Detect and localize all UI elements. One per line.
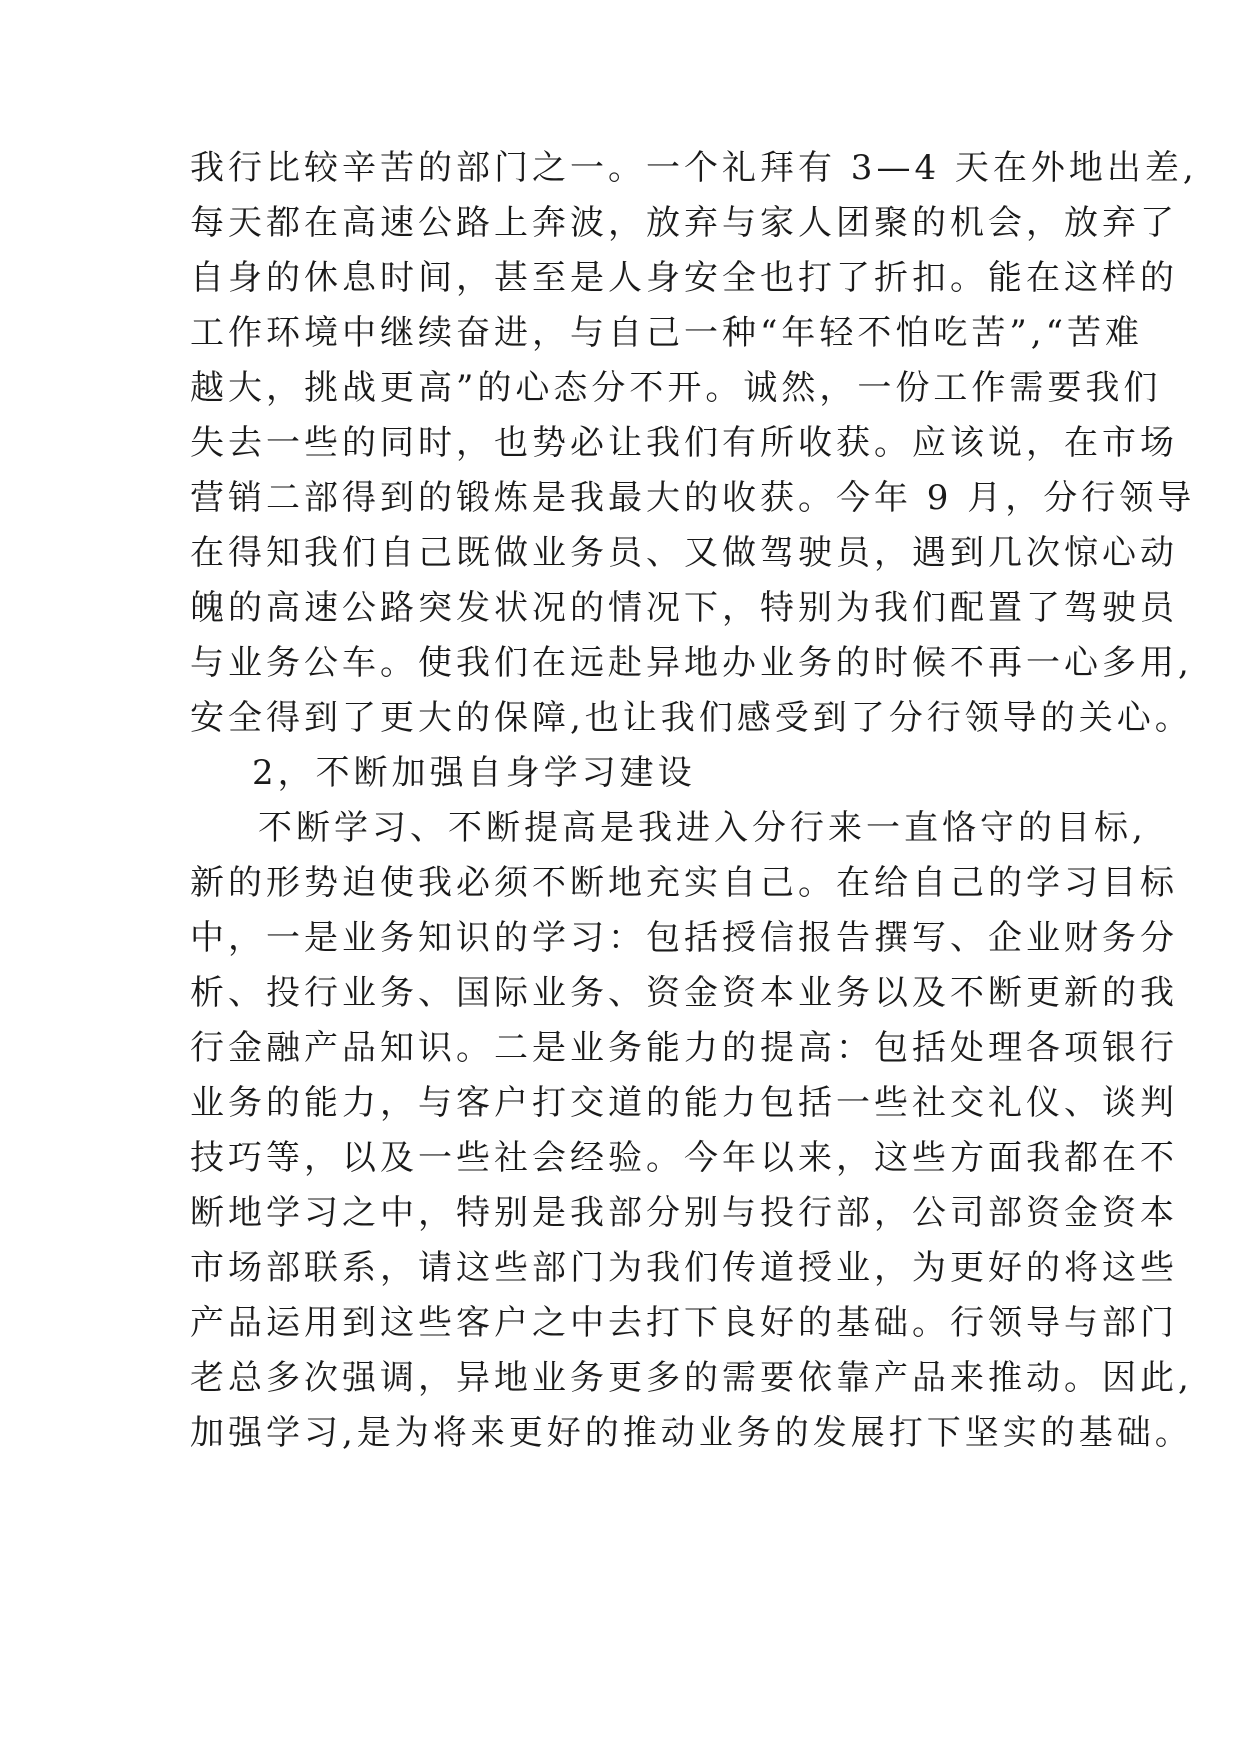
- paragraph-line: 工作环境中继续奋进，与自己一种“年轻不怕吃苦”,“苦难: [190, 313, 1143, 353]
- paragraph-line: 自身的休息时间，甚至是人身安全也打了折扣。能在这样的: [190, 258, 1178, 298]
- paragraph-line: 析、投行业务、国际业务、资金资本业务以及不断更新的我: [190, 973, 1178, 1013]
- paragraph-line: 老总多次强调，异地业务更多的需要依靠产品来推动。因此,: [190, 1358, 1193, 1398]
- paragraph-line: 业务的能力，与客户打交道的能力包括一些社交礼仪、谈判: [190, 1083, 1178, 1123]
- paragraph-line: 行金融产品知识。二是业务能力的提高：包括处理各项银行: [190, 1028, 1178, 1068]
- paragraph-line: 新的形势迫使我必须不断地充实自己。在给自己的学习目标: [190, 863, 1178, 903]
- paragraph-line: 加强学习,是为将来更好的推动业务的发展打下坚实的基础。: [190, 1413, 1193, 1453]
- paragraph-line: 产品运用到这些客户之中去打下良好的基础。行领导与部门: [190, 1303, 1178, 1343]
- paragraph-line: 技巧等，以及一些社会经验。今年以来，这些方面我都在不: [190, 1138, 1178, 1178]
- paragraph-line: 安全得到了更大的保障,也让我们感受到了分行领导的关心。: [190, 698, 1193, 738]
- paragraph-line: 与业务公车。使我们在远赴异地办业务的时候不再一心多用,: [190, 643, 1193, 683]
- paragraph-line: 营销二部得到的锻炼是我最大的收获。今年 9 月，分行领导: [190, 478, 1196, 518]
- paragraph-line: 我行比较辛苦的部门之一。一个礼拜有 3—4 天在外地出差,: [190, 148, 1198, 188]
- paragraph-line: 市场部联系，请这些部门为我们传道授业，为更好的将这些: [190, 1248, 1178, 1288]
- paragraph-line: 越大，挑战更高”的心态分不开。诚然，一份工作需要我们: [190, 368, 1162, 408]
- paragraph-line: 在得知我们自己既做业务员、又做驾驶员，遇到几次惊心动: [190, 533, 1178, 573]
- paragraph-line: 中，一是业务知识的学习：包括授信报告撰写、企业财务分: [190, 918, 1178, 958]
- paragraph-line: 失去一些的同时，也势必让我们有所收获。应该说，在市场: [190, 423, 1178, 463]
- paragraph-line: 断地学习之中，特别是我部分别与投行部，公司部资金资本: [190, 1193, 1178, 1233]
- paragraph-line: 不断学习、不断提高是我进入分行来一直恪守的目标,: [258, 808, 1147, 848]
- section-heading: 2，不断加强自身学习建设: [252, 753, 696, 793]
- paragraph-line: 魄的高速公路突发状况的情况下，特别为我们配置了驾驶员: [190, 588, 1178, 628]
- paragraph-line: 每天都在高速公路上奔波，放弃与家人团聚的机会，放弃了: [190, 203, 1178, 243]
